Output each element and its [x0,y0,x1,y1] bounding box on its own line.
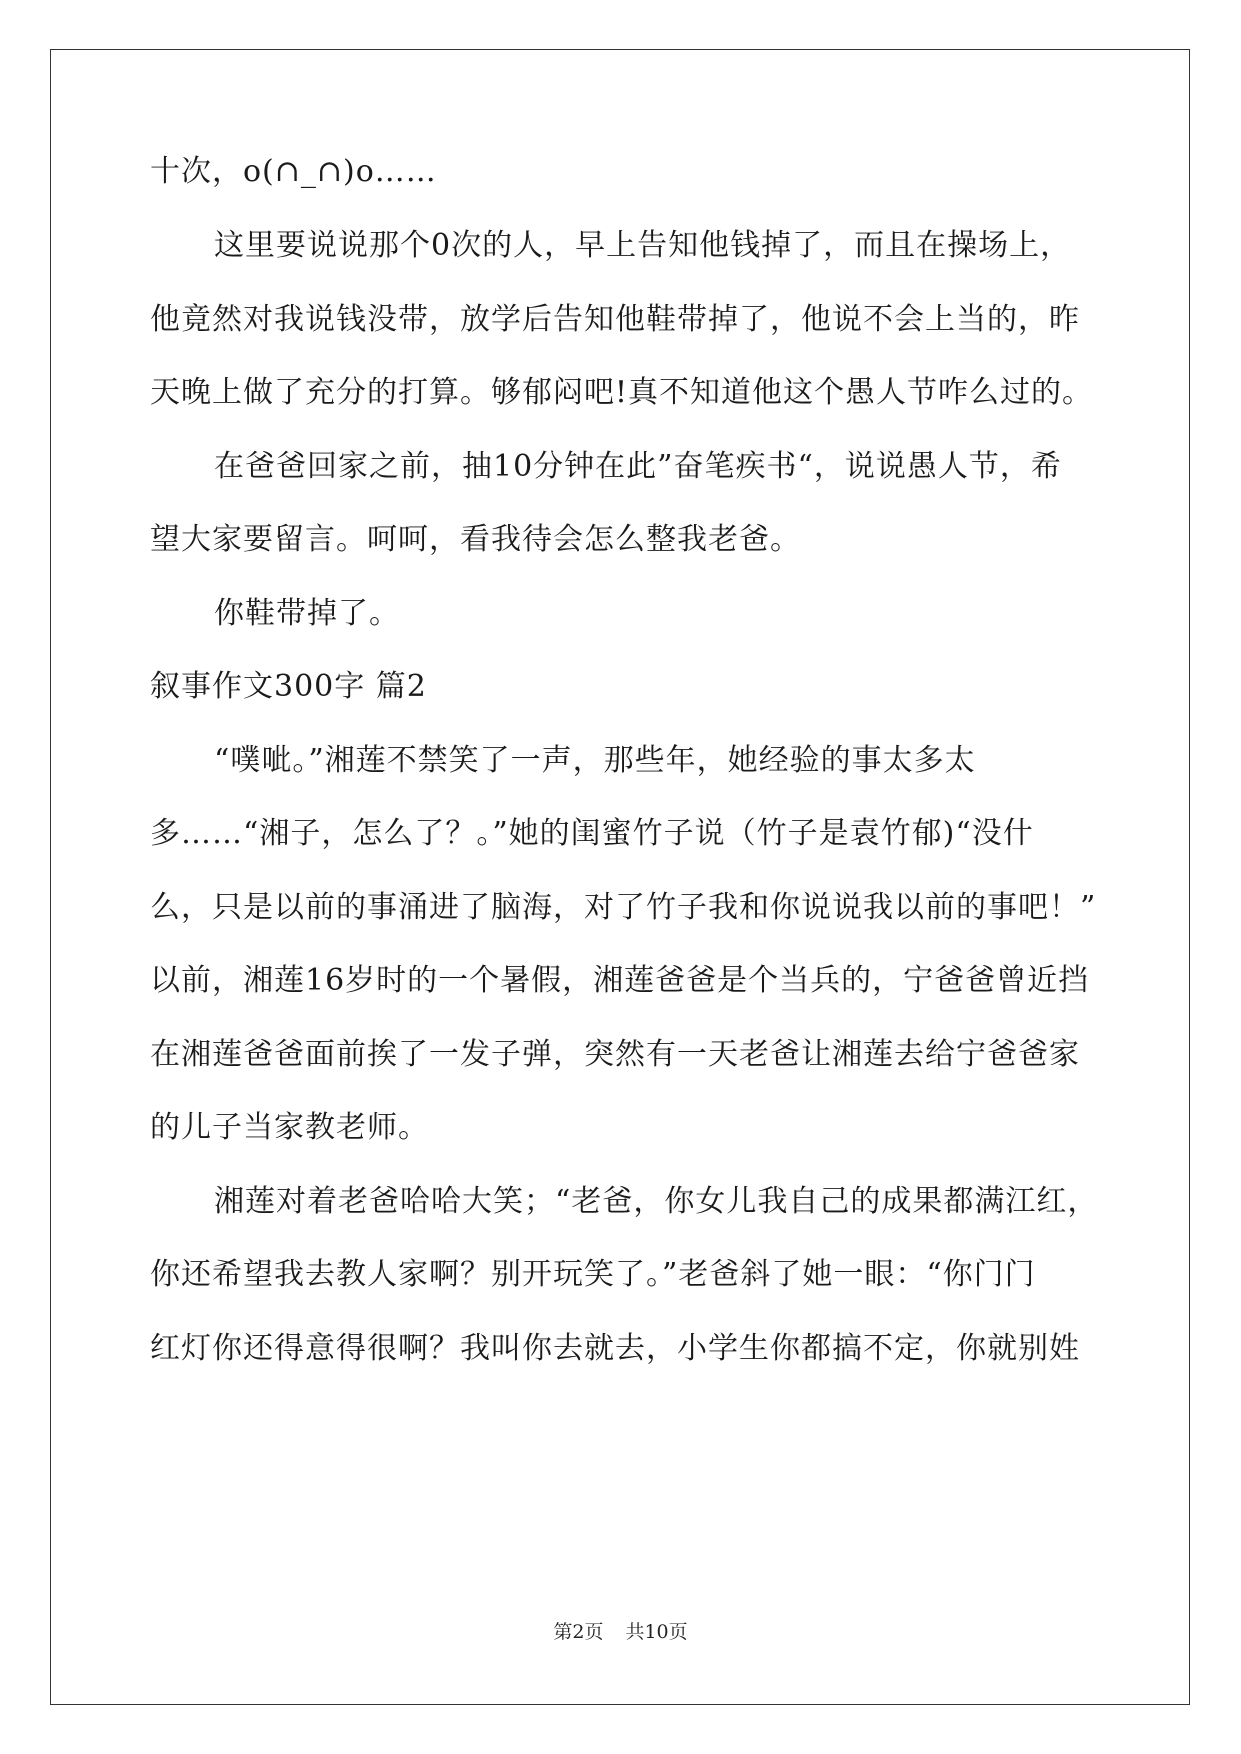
text-line: “噗呲。”湘莲不禁笑了一声，那些年，她经验的事太多太 [214,743,976,778]
page-footer [0,1620,1241,1644]
text-line: 以前，湘莲16岁时的一个暑假，湘莲爸爸是个当兵的，宁爸爸曾近挡 [150,963,1090,998]
text-line: 湘莲对着老爸哈哈大笑；“老爸，你女儿我自己的成果都满江红， [214,1184,1099,1219]
text-line: 在爸爸回家之前，抽10分钟在此”奋笔疾书“，说说愚人节，希 [214,449,1062,484]
text-line: 他竟然对我说钱没带，放学后告知他鞋带掉了，他说不会上当的，昨 [150,302,1080,337]
page-number: 第2页 [553,1621,604,1643]
text-line: 望大家要留言。呵呵，看我待会怎么整我老爸。 [150,522,801,557]
section-heading: 叙事作文300字 篇2 [150,669,427,704]
text-line: 在湘莲爸爸面前挨了一发子弹，突然有一天老爸让湘莲去给宁爸爸家 [150,1037,1080,1072]
page-frame [50,49,1190,1705]
text-line: 你还希望我去教人家啊？别开玩笑了。”老爸斜了她一眼：“你门门 [150,1257,1036,1292]
text-line: 的儿子当家教老师。 [150,1110,429,1145]
text-line: 这里要说说那个0次的人，早上告知他钱掉了，而且在操场上， [214,228,1072,263]
text-line: 么，只是以前的事涌进了脑海，对了竹子我和你说说我以前的事吧！” [150,890,1097,925]
text-line: 你鞋带掉了。 [214,596,400,631]
text-line: 红灯你还得意得很啊？我叫你去就去，小学生你都搞不定，你就别姓 [150,1331,1080,1366]
page-total: 共10页 [625,1621,688,1643]
text-line: 天晚上做了充分的打算。够郁闷吧!真不知道他这个愚人节咋么过的。 [150,375,1094,410]
text-line: 多……“湘子，怎么了？。”她的闺蜜竹子说（竹子是袁竹郁)“没什 [150,816,1034,851]
text-line: 十次，o(∩_∩)o…… [150,154,437,189]
